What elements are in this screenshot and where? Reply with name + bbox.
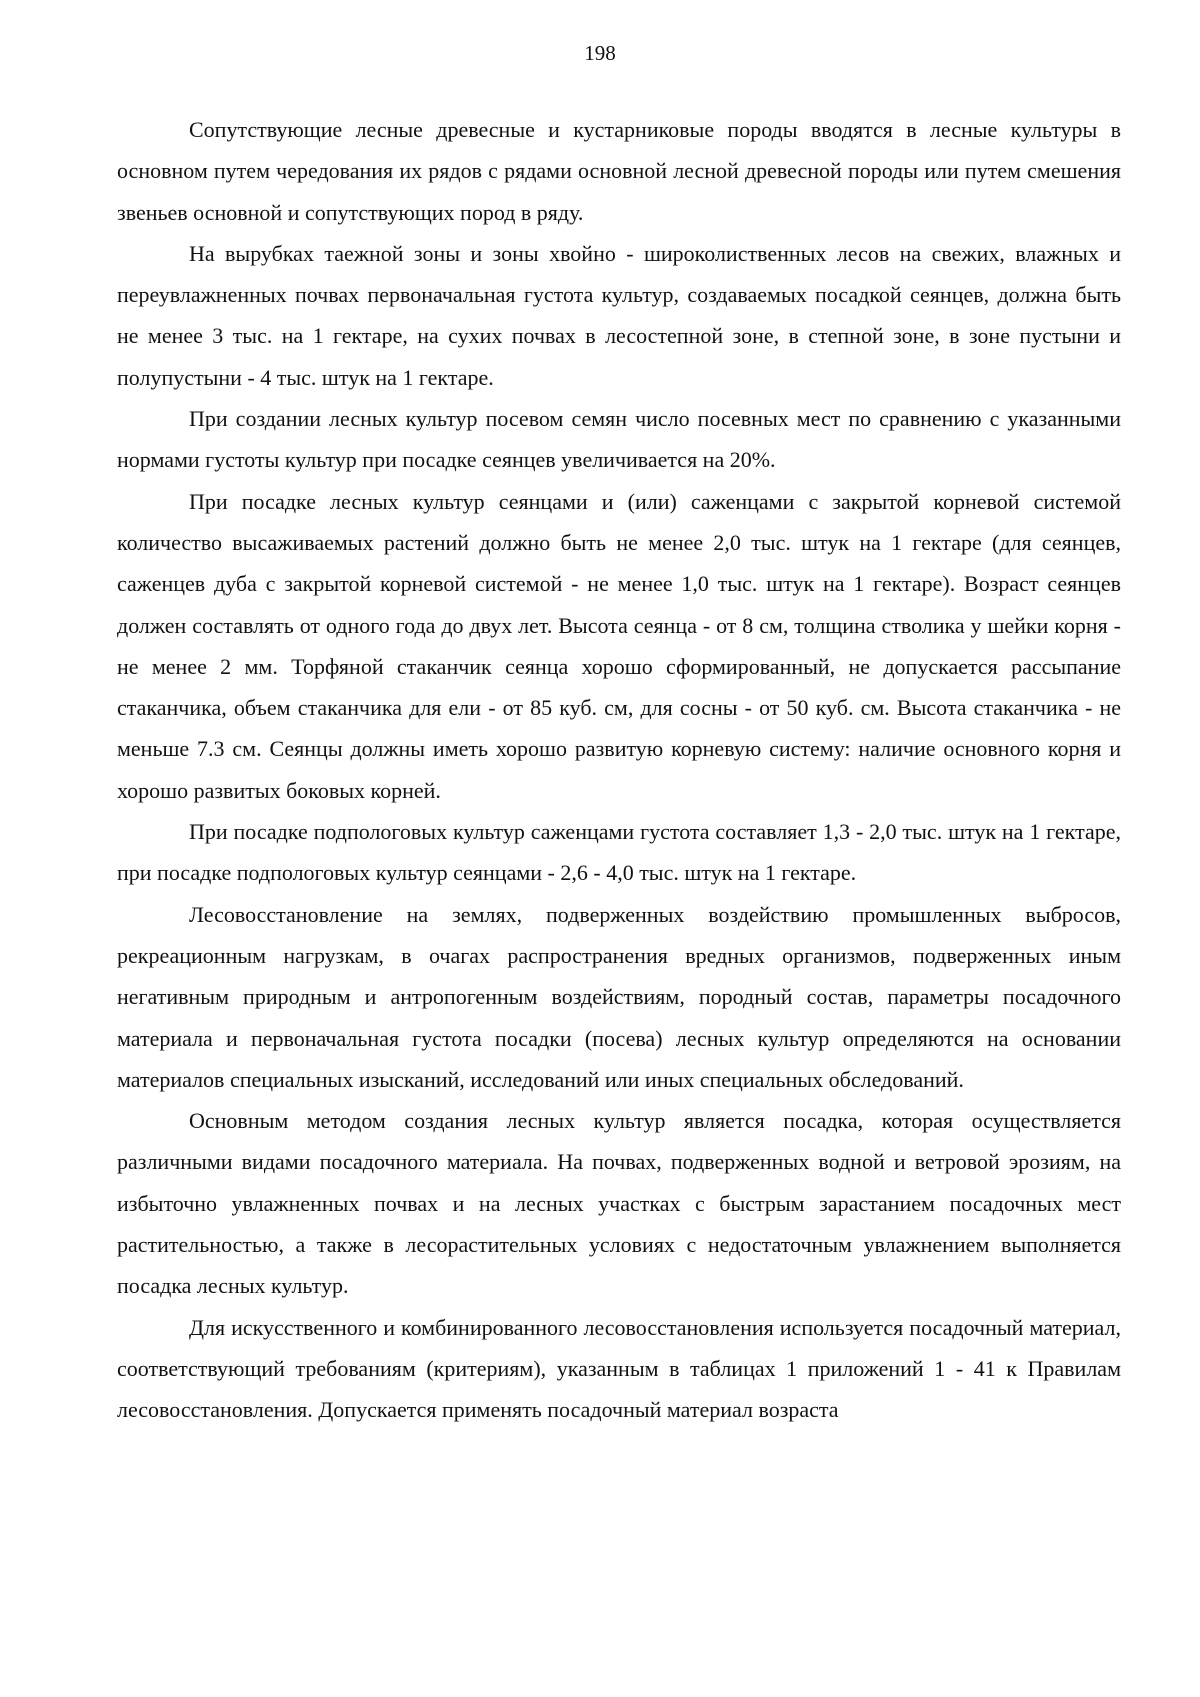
paragraph-planting-method: Основным методом создания лесных культур является посадка, которая осуществляется различными видами посадочного материала. На почвах, подверженных водной и ветровой эрозиям, на избыточно увлажненных почвах и на лесных участках с быстрым зарастанием посадочных мест растительностью, а также в лесорастительных условиях с недостаточным увлажнением выполняется посадка лесных культур. [117,1108,1121,1299]
paragraph-sowing-increase: При создании лесных культур посевом семян число посевных мест по сравнению с указанными нормами густоты культур при посадке сеянцев увеличивается на 20%. [117,406,1121,473]
document-body [117,109,1121,1431]
page-number: 198 [584,41,616,65]
paragraph-planting-material: Для искусственного и комбинированного лесовосстановления используется посадочный материал, соответствующий требованиям (критериям), указанным в таблицах 1 приложений 1 - 41 к Правилам лесовосстановления. Допускается применять посадочный материал возраста [117,1314,1121,1423]
paragraph-companion-species: Сопутствующие лесные древесные и кустарниковые породы вводятся в лесные культуры в основном путем чередования их рядов с рядами основной лесной древесной породы или путем смешения звеньев основной и сопутствующих пород в ряду. [117,117,1121,225]
paragraph-closed-root-seedlings: При посадке лесных культур сеянцами и (или) саженцами с закрытой корневой системой количество высаживаемых растений должно быть не менее 2,0 тыс. штук на 1 гектаре (для сеянцев, саженцев дуба с закрытой корневой системой - не менее 1,0 тыс. штук на 1 гектаре). Возраст сеянцев должен составлять от одного года до двух лет. Высота сеянца - от 8 см, толщина стволика у шейки корня - не менее 2 мм. Торфяной стаканчик сеянца хорошо сформированный, не допускается рассыпание стаканчика, объем стаканчика для ели - от 85 куб. см, для сосны - от 50 куб. см. Высота стаканчика - не меньше 7.3 см. Сеянцы должны иметь хорошо развитую корневую систему: наличие основного корня и хорошо развитых боковых корней. [117,488,1121,803]
paragraph-initial-density: На вырубках таежной зоны и зоны хвойно - широколиственных лесов на свежих, влажных и переувлажненных почвах первоначальная густота культур, создаваемых посадкой сеянцев, должна быть не менее 3 тыс. на 1 гектаре, на сухих почвах в лесостепной зоне, в степной зоне, в зоне пустыни и полупустыни - 4 тыс. штук на 1 гектаре. [117,240,1121,390]
paragraph-impacted-lands: Лесовосстановление на землях, подверженных воздействию промышленных выбросов, рекреационным нагрузкам, в очагах распространения вредных организмов, подверженных иным негативным природным и антропогенным воздействиям, породный состав, параметры посадочного материала и первоначальная густота посадки (посева) лесных культур определяются на основании материалов специальных изысканий, исследований или иных специальных обследований. [117,901,1121,1092]
paragraph-undercanopy-planting: При посадке подпологовых культур саженцами густота составляет 1,3 - 2,0 тыс. штук на 1 гектаре, при посадке подпологовых культур сеянцами - 2,6 - 4,0 тыс. штук на 1 гектаре. [117,819,1121,886]
